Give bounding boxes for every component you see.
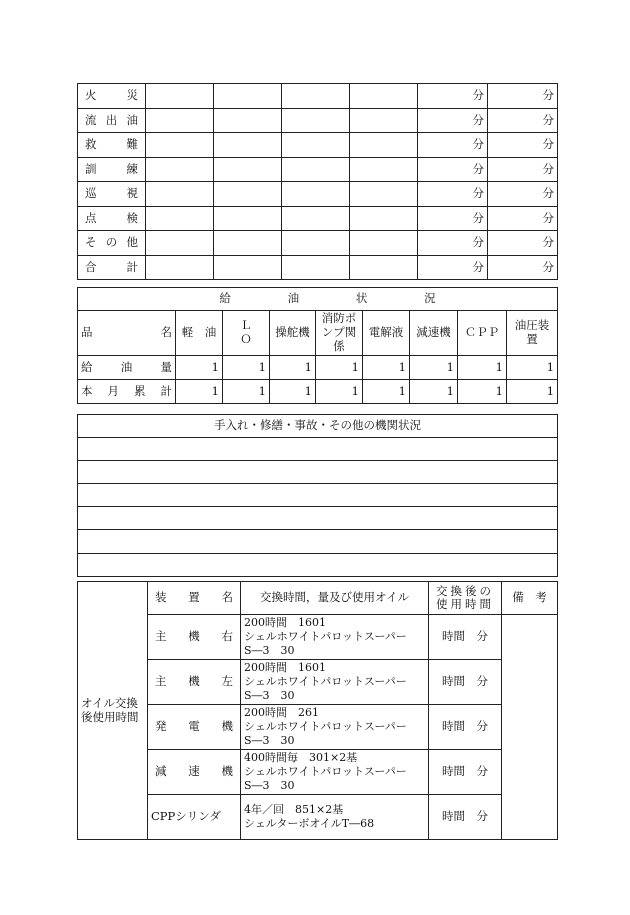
- item-name-header: 品 名: [78, 311, 176, 356]
- time-cell: [214, 255, 282, 280]
- total-minutes: 分: [488, 133, 558, 158]
- oil-column-header: 減速機: [410, 311, 458, 356]
- oil-value: 1: [507, 356, 558, 380]
- time-row-label: そ の 他: [78, 231, 146, 256]
- time-row: [78, 133, 558, 158]
- remarks-cell: [502, 615, 558, 840]
- oil-row: [78, 380, 558, 404]
- oil-change-table: [77, 581, 558, 840]
- device-name: 発 電 機: [148, 705, 241, 750]
- maintenance-title: 手入れ・修繕・事故・その他の機関状況: [78, 415, 558, 438]
- time-cell-minutes: 分: [418, 182, 488, 207]
- oil-change-row: [78, 750, 558, 795]
- time-cell: [350, 231, 418, 256]
- time-cell: [146, 182, 214, 207]
- time-cell: [146, 231, 214, 256]
- time-cell: [146, 206, 214, 231]
- total-minutes: 分: [488, 108, 558, 133]
- time-cell: [146, 133, 214, 158]
- after-use-header: 交換後の 使用時間: [429, 582, 502, 615]
- time-cell: [350, 182, 418, 207]
- oil-interval: 400時間毎 301×2基 シェルホワイトパロットスーパー S―3 30: [241, 750, 429, 795]
- time-cell: [146, 108, 214, 133]
- total-minutes: 分: [488, 255, 558, 280]
- oil-value: 1: [270, 356, 316, 380]
- time-row: [78, 182, 558, 207]
- time-row: [78, 84, 558, 109]
- time-cell: [146, 84, 214, 109]
- total-minutes: 分: [488, 157, 558, 182]
- after-use-time: 時間 分: [429, 705, 502, 750]
- oil-value: 1: [458, 356, 507, 380]
- time-cell-minutes: 分: [418, 231, 488, 256]
- total-minutes: 分: [488, 182, 558, 207]
- time-cell: [282, 108, 350, 133]
- oil-change-row: [78, 660, 558, 705]
- device-name: 減 速 機: [148, 750, 241, 795]
- time-cell: [146, 255, 214, 280]
- time-cell: [282, 255, 350, 280]
- time-cell: [146, 157, 214, 182]
- time-row: [78, 206, 558, 231]
- time-row: [78, 255, 558, 280]
- time-cell: [282, 133, 350, 158]
- oil-value: 1: [316, 356, 363, 380]
- oil-interval: 200時間 1601 シェルホワイトパロットスーパー S―3 30: [241, 660, 429, 705]
- time-cell: [214, 84, 282, 109]
- time-cell: [282, 84, 350, 109]
- time-cell-minutes: 分: [418, 157, 488, 182]
- oil-change-row: [78, 705, 558, 750]
- oil-value: 1: [223, 380, 270, 404]
- time-cell: [214, 157, 282, 182]
- oil-value: 1: [223, 356, 270, 380]
- oil-value: 1: [270, 380, 316, 404]
- time-row-label: 流 出 油: [78, 108, 146, 133]
- oil-value: 1: [458, 380, 507, 404]
- time-cell: [350, 157, 418, 182]
- oil-supply-title: 給 油 状 況: [78, 288, 558, 311]
- oil-supply-table: [77, 287, 558, 404]
- time-cell: [214, 108, 282, 133]
- time-cell: [282, 157, 350, 182]
- oil-interval: 200時間 261 シェルホワイトパロットスーパー S―3 30: [241, 705, 429, 750]
- time-row: [78, 108, 558, 133]
- oil-interval: 200時間 1601 シェルホワイトパロットスーパー S―3 30: [241, 615, 429, 660]
- oil-column-header: 消防ポンプ関係: [316, 311, 363, 356]
- device-name-header: 装 置 名: [148, 582, 241, 615]
- maintenance-line: [78, 530, 558, 553]
- oil-column-header: 軽 油: [176, 311, 223, 356]
- after-use-time: 時間 分: [429, 750, 502, 795]
- oil-value: 1: [507, 380, 558, 404]
- maintenance-line: [78, 461, 558, 484]
- time-cell: [350, 255, 418, 280]
- time-cell-minutes: 分: [418, 108, 488, 133]
- total-minutes: 分: [488, 206, 558, 231]
- after-use-time: 時間 分: [429, 660, 502, 705]
- device-name: 主 機 左: [148, 660, 241, 705]
- oil-column-header: 電解液: [363, 311, 410, 356]
- maintenance-line: [78, 507, 558, 530]
- time-cell-minutes: 分: [418, 84, 488, 109]
- time-cell-minutes: 分: [418, 255, 488, 280]
- time-row-label: 訓 練: [78, 157, 146, 182]
- time-cell: [214, 182, 282, 207]
- oil-change-row: [78, 795, 558, 840]
- time-row-label: 救 難: [78, 133, 146, 158]
- time-row-label: 火 災: [78, 84, 146, 109]
- oil-column-header: Ｌ Ｏ: [223, 311, 270, 356]
- time-row: [78, 157, 558, 182]
- remarks-header: 備 考: [502, 582, 558, 615]
- oil-change-row: [78, 615, 558, 660]
- oil-value: 1: [410, 380, 458, 404]
- oil-value: 1: [316, 380, 363, 404]
- time-row-label: 点 検: [78, 206, 146, 231]
- time-row-label: 巡 視: [78, 182, 146, 207]
- maintenance-line: [78, 484, 558, 507]
- device-name: CPPシリンダ: [148, 795, 241, 840]
- oil-row-label: 本 月 累 計: [78, 380, 176, 404]
- time-cell: [282, 206, 350, 231]
- oil-value: 1: [176, 356, 223, 380]
- maintenance-table: [77, 414, 558, 577]
- maintenance-line: [78, 438, 558, 461]
- oil-interval: 4年／回 851×2基 シェルターボオイルT―68: [241, 795, 429, 840]
- time-cell: [282, 231, 350, 256]
- maintenance-line: [78, 553, 558, 576]
- oil-row: [78, 356, 558, 380]
- time-cell-minutes: 分: [418, 206, 488, 231]
- after-use-time: 時間 分: [429, 615, 502, 660]
- oil-column-header: 油圧装置: [507, 311, 558, 356]
- time-cell: [282, 182, 350, 207]
- oil-row-label: 給 油 量: [78, 356, 176, 380]
- interval-header: 交換時間，量及び使用オイル: [241, 582, 429, 615]
- time-cell: [350, 133, 418, 158]
- time-cell: [214, 133, 282, 158]
- oil-change-side-label: オイル交換 後使用時間: [78, 582, 148, 840]
- time-row-label: 合 計: [78, 255, 146, 280]
- oil-value: 1: [176, 380, 223, 404]
- time-row: [78, 231, 558, 256]
- oil-value: 1: [363, 380, 410, 404]
- time-cell: [350, 108, 418, 133]
- time-cell: [214, 231, 282, 256]
- time-cell-minutes: 分: [418, 133, 488, 158]
- time-cell: [350, 206, 418, 231]
- oil-value: 1: [363, 356, 410, 380]
- device-name: 主 機 右: [148, 615, 241, 660]
- total-minutes: 分: [488, 84, 558, 109]
- oil-column-header: 操舵機: [270, 311, 316, 356]
- oil-value: 1: [410, 356, 458, 380]
- time-record-table: [77, 83, 558, 280]
- total-minutes: 分: [488, 231, 558, 256]
- time-cell: [214, 206, 282, 231]
- after-use-time: 時間 分: [429, 795, 502, 840]
- oil-column-header: ＣＰＰ: [458, 311, 507, 356]
- time-cell: [350, 84, 418, 109]
